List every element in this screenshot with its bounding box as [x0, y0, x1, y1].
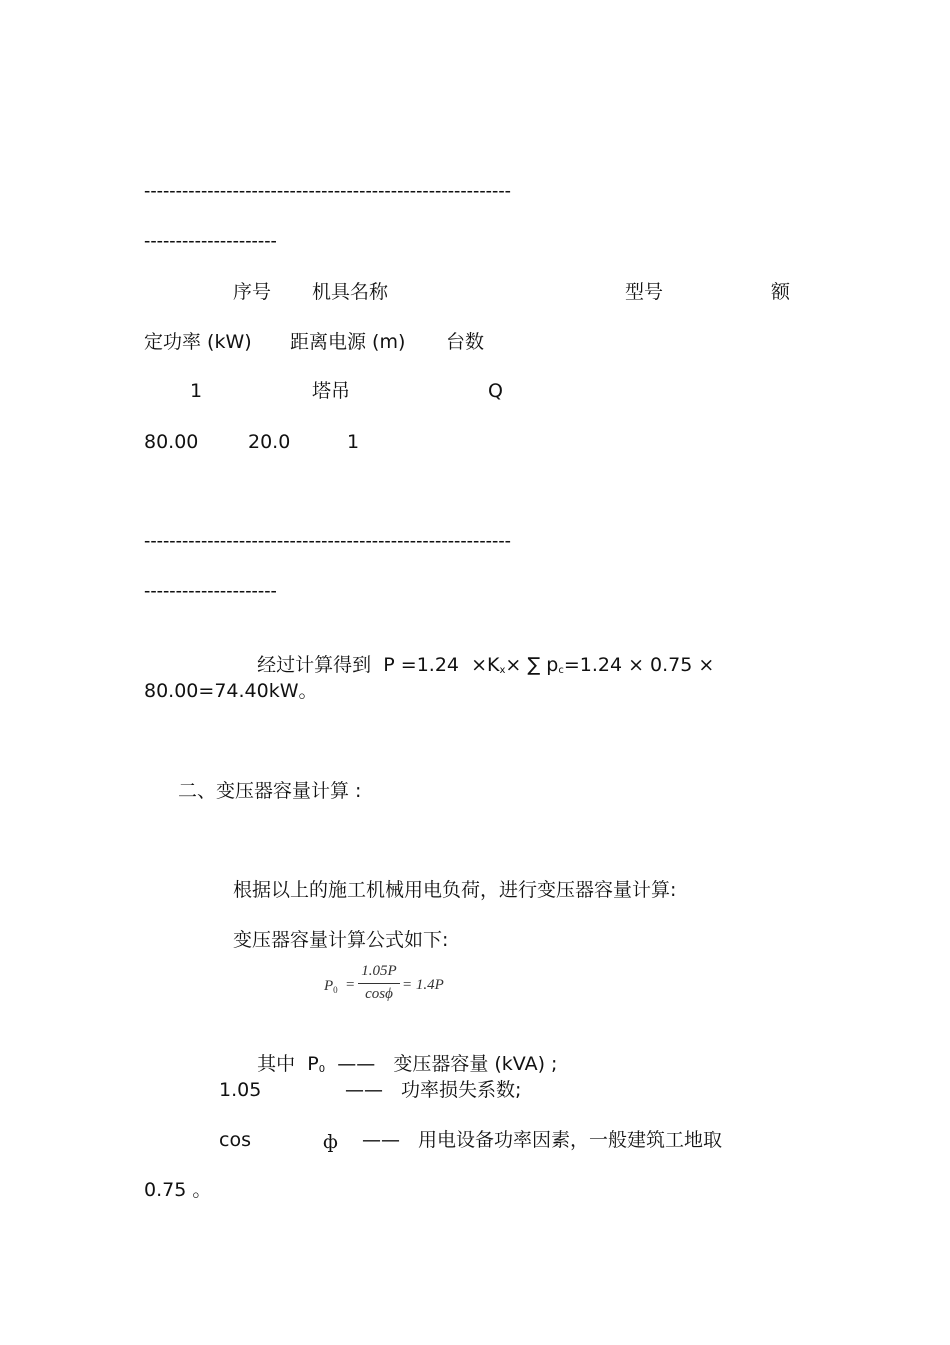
where-dash: —— [337, 1053, 376, 1075]
calc-result: 80.00=74.40kW。 [144, 680, 318, 702]
formula-rhs: = 1.4P [402, 977, 444, 993]
calc-times-k: ×K [471, 654, 500, 676]
calc-k-subscript: x [499, 665, 506, 676]
where-p-subscript: 0 [318, 1064, 326, 1075]
calc-lead: 经过计算得到 [257, 654, 372, 676]
calc-times: × [505, 654, 522, 676]
separator-line: ---------------------------------------------------------- [144, 181, 511, 202]
table-header-model: 型号 [625, 281, 664, 303]
calc-tail: =1.24 × 0.75 × [563, 654, 715, 676]
table-header-count: 台数 [446, 331, 485, 353]
table-cell-no: 1 [190, 380, 203, 402]
table-header-name: 机具名称 [312, 281, 389, 303]
table-cell-model: Q [488, 380, 503, 402]
formula-equals: = [346, 977, 355, 993]
formula-numerator: 1.05P [361, 963, 397, 979]
table-cell-count: 1 [347, 431, 360, 453]
table-header-rated-a: 额 [771, 281, 791, 303]
where-lead: 其中 [257, 1053, 296, 1075]
where-desc: 变压器容量 (kVA) ; [393, 1053, 558, 1075]
item-105-label: 1.05 [219, 1079, 262, 1101]
item-105-desc: 功率损失系数; [401, 1079, 522, 1101]
table-cell-distance: 20.0 [248, 431, 291, 453]
separator-line: --------------------- [144, 581, 277, 602]
table-cell-power: 80.00 [144, 431, 199, 453]
calc-p: P =1.24 [383, 654, 460, 676]
formula-fraction-bar [358, 983, 400, 984]
formula-denominator: cosϕ [365, 986, 393, 1002]
where-p: P [307, 1053, 319, 1075]
separator-line: ---------------------------------------------------------- [144, 531, 511, 552]
phi-symbol: ф [323, 1131, 338, 1153]
formula-intro: 变压器容量计算公式如下: [233, 929, 449, 951]
formula-lhs: $P_0$ [324, 978, 338, 995]
table-header-distance: 距离电源 (m) [290, 331, 406, 353]
item-cos-label: cos [219, 1129, 251, 1151]
transformer-capacity-formula [322, 962, 472, 1012]
item-cos-desc: 用电设备功率因素，一般建筑工地取 [418, 1129, 723, 1151]
separator-line: --------------------- [144, 231, 277, 252]
table-cell-name: 塔吊 [312, 380, 351, 402]
calc-pc: p [546, 654, 559, 676]
item-105-dash: —— [345, 1079, 383, 1101]
table-header-rated-b: 定功率 (kW) [144, 331, 252, 353]
section-heading: 二、变压器容量计算 : [178, 780, 362, 802]
table-header-no: 序号 [233, 281, 272, 303]
item-cos-dash: —— [362, 1129, 400, 1151]
calc-pc-subscript: c [558, 665, 564, 676]
item-cos-tail: 0.75 。 [144, 1179, 212, 1201]
section-intro: 根据以上的施工机械用电负荷，进行变压器容量计算: [233, 879, 677, 901]
calc-sum: ∑ [527, 654, 541, 676]
